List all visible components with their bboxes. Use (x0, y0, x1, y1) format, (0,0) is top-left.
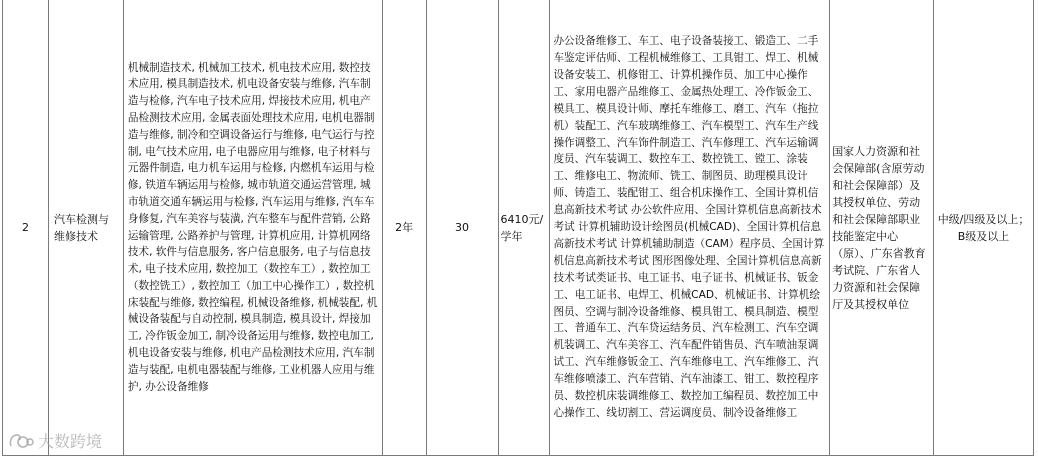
cell-duration (383, 0, 427, 455)
related-majors-text: 机械制造技术, 机械加工技术, 机电技术应用, 数控技术应用, 模具制造技术, 机电设备安装与维修, 汽车制造与检修, 汽车电子技术应用, 焊接技术应用, 机电产品检测技术应用, 金属表面处理技术应用, 电机电器制造与维修, 制冷和空调设备运行与维修, 电气运行与控制, 电气技术应用, 电子电器应用与维修, 电子材料与元器件制造, 电力机车运用与检修, 内燃机车运用与检修, 铁道车辆运用与检修, 城市轨道交通运营管理, 城市轨道交通车辆运用与检修, 汽车运用与维修, 汽车车身修复, 汽车美容与装潢, 汽车整车与配件营销, 公路运输管理, 公路养护与管理, 计算机应用, 计算机网络技术, 软件与信息服务, 客户信息服务, 电子与信息技术, 电子技术应用, 数控加工（数控车工）, 数控加工（数控铣工）, 数控加工（加工中心操作工）, 数控机床装配与维修, 数控编程, 机械设备维修, 机械装配, 机械设备装配与自动控制, 模具制造, 模具设计, 焊接加工, 冷作钣金加工, 制冷设备运用与维修, 数控电加工, 机电设备安装与维修, 机电产品检测技术应用, 汽车制造与装配, 电机电器装配与维修, 工业机器人应用与维护, 办公设备维修 (127, 61, 378, 393)
enrollment-text: 30 (455, 221, 470, 234)
cell-index (3, 0, 49, 455)
certificates-text: 办公设备维修工、车工、电子设备装接工、锻造工、二手车鉴定评估师、工程机械维修工、工具钳工、焊工、机械设备安装工、机修钳工、计算机操作员、加工中心操作工、家用电器产品维修工、金属热处理工、冷作钣金工、模具工、模具设计师、摩托车维修工、磨工、汽车（拖拉机）装配工、汽车玻璃维修工、汽车模型工、汽车生产线操作调整工、汽车饰件制造工、汽车修理工、汽车运输调度员、汽车装调工、数控车工、数控铣工、镗工、涂装工、维修电工、物流师、铣工、制图员、助理模具设计师、铸造工、装配钳工、组合机床操作工、全国计算机信息高新技术考试 办公软件应用、全国计算机信息高新技术考试 计算机辅助设计绘图员(机械CAD)、全国计算机信息高新技术考试 计算机辅助制造（CAM）程序员、全国计算机信息高新技术考试 图形图像处理、全国计算机信息高新技术考试类证书、电工证书、电子证书、机械证书、钣金工、电工证书、电焊工、机械CAD、机械证书、计算机绘图员、空调与制冷设备维修、模具钳工、模具制造、模型工、普通车工、汽车贷运结务员、汽车检测工、汽车空调机装调工、汽车美容工、汽车配件销售员、汽车喷油泵调试工、汽车维修钣金工、汽车维修电工、汽车维修工、汽车维修喷漆工、汽车营销、汽车油漆工、钳工、数控程序员、数控机床装调维修工、数控加工编程员、数控加工中心操作工、线切割工、营运调度员、制冷设备维修工 (553, 35, 825, 420)
brand-logo-icon (8, 432, 34, 450)
cell-level (934, 0, 1034, 455)
tuition-text: 6410元/学年 (500, 212, 544, 243)
program-name-text: 汽车检测与维修技术 (53, 212, 109, 243)
watermark (8, 429, 102, 452)
cell-issuing-authority (830, 0, 934, 455)
cell-enrollment (427, 0, 499, 455)
cell-certificates (550, 0, 830, 455)
watermark-text: 大数跨境 (38, 432, 103, 451)
cell-related-majors (124, 0, 383, 455)
cell-index-text: 2 (21, 221, 29, 234)
duration-text: 2年 (395, 221, 414, 234)
table-row (2, 0, 1034, 456)
level-text: 中级/四级及以上；B级及以上 (937, 212, 1030, 243)
issuing-authority-text: 国家人力资源和社会保障部(含原劳动和社会保障部）及其授权单位、劳动和社会保障部职业技能鉴定中心（原）、广东省教育考试院、广东省人力资源和社会保障厅及其授权单位 (832, 144, 926, 311)
cell-tuition (499, 0, 551, 455)
cell-program-name (49, 0, 124, 455)
